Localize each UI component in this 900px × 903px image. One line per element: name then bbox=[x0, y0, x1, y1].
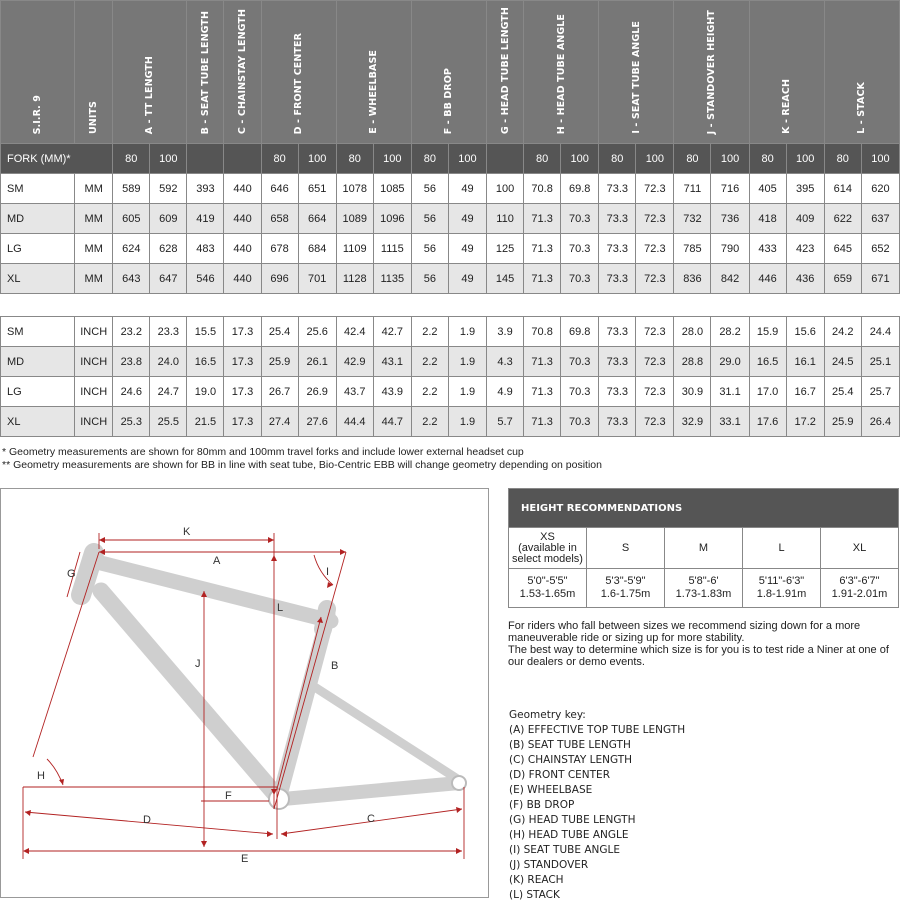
height-rec-range: 5'8"-6' 1.73-1.83m bbox=[665, 569, 743, 608]
height-rec-range: 5'3"-5'9" 1.6-1.75m bbox=[587, 569, 665, 608]
value-cell: 643 bbox=[113, 264, 150, 294]
label-c: C bbox=[367, 813, 375, 825]
value-cell: 1.9 bbox=[448, 407, 486, 437]
value-cell: 423 bbox=[786, 234, 824, 264]
value-cell: 70.3 bbox=[561, 204, 599, 234]
value-cell: 71.3 bbox=[524, 347, 561, 377]
value-cell: 1089 bbox=[336, 204, 373, 234]
value-cell: 23.3 bbox=[150, 317, 187, 347]
height-rec-size: L bbox=[743, 528, 821, 569]
table-row bbox=[1, 264, 900, 294]
value-cell: 70.3 bbox=[561, 234, 599, 264]
value-cell: 24.5 bbox=[824, 347, 861, 377]
value-cell: 72.3 bbox=[636, 347, 674, 377]
value-cell: 72.3 bbox=[636, 407, 674, 437]
table-row bbox=[1, 407, 900, 437]
footnote-bb: ** Geometry measurements are shown for BB in line with seat tube, Bio-Centric EBB will change geometry depending on position bbox=[2, 459, 602, 471]
value-cell: 1115 bbox=[373, 234, 411, 264]
value-cell: 44.4 bbox=[336, 407, 373, 437]
geometry-key-title: Geometry key: bbox=[509, 709, 586, 721]
value-cell: 25.1 bbox=[861, 347, 899, 377]
value-cell: 26.1 bbox=[298, 347, 336, 377]
value-cell: 16.7 bbox=[786, 377, 824, 407]
value-cell: 418 bbox=[749, 204, 786, 234]
value-cell: 17.3 bbox=[224, 377, 261, 407]
value-cell: 446 bbox=[749, 264, 786, 294]
value-cell: 393 bbox=[187, 174, 224, 204]
value-cell: 43.1 bbox=[373, 347, 411, 377]
value-cell: 4.3 bbox=[487, 347, 524, 377]
geometry-table bbox=[0, 0, 900, 437]
unit-cell: MM bbox=[75, 234, 113, 264]
value-cell: 15.5 bbox=[187, 317, 224, 347]
value-cell: 73.3 bbox=[599, 407, 636, 437]
value-cell: 73.3 bbox=[599, 234, 636, 264]
fork-row bbox=[1, 144, 900, 174]
value-cell: 73.3 bbox=[599, 317, 636, 347]
label-a: A bbox=[213, 555, 221, 567]
label-g: G bbox=[67, 568, 76, 580]
value-cell: 17.3 bbox=[224, 317, 261, 347]
fork-100: 100 bbox=[373, 144, 411, 174]
label-f: F bbox=[225, 790, 232, 802]
advice-test-ride: The best way to determine which size is for you is to test ride a Niner at one of our dealers or demo events. bbox=[508, 644, 889, 668]
header-units: UNITS bbox=[75, 1, 113, 144]
value-cell: 16.1 bbox=[786, 347, 824, 377]
unit-cell: MM bbox=[75, 204, 113, 234]
unit-cell: INCH bbox=[75, 317, 113, 347]
value-cell: 72.3 bbox=[636, 174, 674, 204]
value-cell: 17.2 bbox=[786, 407, 824, 437]
value-cell: 440 bbox=[224, 264, 261, 294]
value-cell: 27.6 bbox=[298, 407, 336, 437]
value-cell: 31.1 bbox=[711, 377, 749, 407]
value-cell: 42.7 bbox=[373, 317, 411, 347]
value-cell: 1109 bbox=[336, 234, 373, 264]
value-cell: 24.6 bbox=[113, 377, 150, 407]
value-cell: 609 bbox=[150, 204, 187, 234]
value-cell: 25.6 bbox=[298, 317, 336, 347]
advice-between-sizes: For riders who fall between sizes we recommend sizing down for a more maneuverable ride or sizing up for more stability. bbox=[508, 620, 861, 644]
value-cell: 27.4 bbox=[261, 407, 298, 437]
value-cell: 732 bbox=[674, 204, 711, 234]
label-j: J bbox=[195, 658, 201, 670]
value-cell: 70.8 bbox=[524, 317, 561, 347]
value-cell: 33.1 bbox=[711, 407, 749, 437]
value-cell: 17.3 bbox=[224, 407, 261, 437]
value-cell: 614 bbox=[824, 174, 861, 204]
value-cell: 26.4 bbox=[861, 407, 899, 437]
fork-100: 100 bbox=[786, 144, 824, 174]
header-col: D - FRONT CENTER bbox=[261, 1, 336, 144]
value-cell: 646 bbox=[261, 174, 298, 204]
size-cell: MD bbox=[1, 347, 75, 377]
size-cell: XL bbox=[1, 407, 75, 437]
value-cell: 440 bbox=[224, 204, 261, 234]
height-rec-title: HEIGHT RECOMMENDATIONS bbox=[509, 489, 899, 528]
height-rec-range: 5'0"-5'5" 1.53-1.65m bbox=[509, 569, 587, 608]
table-spacer bbox=[1, 294, 900, 317]
value-cell: 2.2 bbox=[411, 347, 448, 377]
seatstay bbox=[310, 684, 459, 780]
label-l: L bbox=[277, 602, 284, 614]
height-rec-range: 6'3"-6'7" 1.91-2.01m bbox=[821, 569, 899, 608]
key-item: (L) STACK bbox=[509, 889, 560, 901]
value-cell: 25.5 bbox=[150, 407, 187, 437]
table-row bbox=[1, 347, 900, 377]
value-cell: 684 bbox=[298, 234, 336, 264]
value-cell: 70.8 bbox=[524, 174, 561, 204]
value-cell: 73.3 bbox=[599, 264, 636, 294]
value-cell: 436 bbox=[786, 264, 824, 294]
footnote-fork: * Geometry measurements are shown for 80mm and 100mm travel forks and include lower external headset cup bbox=[2, 446, 524, 458]
value-cell: 69.8 bbox=[561, 174, 599, 204]
value-cell: 405 bbox=[749, 174, 786, 204]
value-cell: 637 bbox=[861, 204, 899, 234]
value-cell: 25.9 bbox=[824, 407, 861, 437]
value-cell: 56 bbox=[411, 234, 448, 264]
size-cell: SM bbox=[1, 174, 75, 204]
table-row bbox=[1, 317, 900, 347]
fork-80: 80 bbox=[336, 144, 373, 174]
fork-80: 80 bbox=[411, 144, 448, 174]
table-row bbox=[1, 377, 900, 407]
unit-cell: INCH bbox=[75, 407, 113, 437]
value-cell: 790 bbox=[711, 234, 749, 264]
fork-80: 80 bbox=[113, 144, 150, 174]
height-rec-size: XS (available in select models) bbox=[509, 528, 587, 569]
value-cell: 28.8 bbox=[674, 347, 711, 377]
header-col: A - TT LENGTH bbox=[113, 1, 187, 144]
table-row bbox=[1, 174, 900, 204]
value-cell: 25.9 bbox=[261, 347, 298, 377]
value-cell: 647 bbox=[150, 264, 187, 294]
value-cell: 43.9 bbox=[373, 377, 411, 407]
value-cell: 1128 bbox=[336, 264, 373, 294]
value-cell: 44.7 bbox=[373, 407, 411, 437]
value-cell: 16.5 bbox=[187, 347, 224, 377]
value-cell: 25.7 bbox=[861, 377, 899, 407]
value-cell: 15.9 bbox=[749, 317, 786, 347]
value-cell: 49 bbox=[448, 174, 486, 204]
value-cell: 395 bbox=[786, 174, 824, 204]
value-cell: 716 bbox=[711, 174, 749, 204]
key-item: (F) BB DROP bbox=[509, 799, 575, 811]
fork-100: 100 bbox=[711, 144, 749, 174]
value-cell: 2.2 bbox=[411, 317, 448, 347]
value-cell: 664 bbox=[298, 204, 336, 234]
header-col: B - SEAT TUBE LENGTH bbox=[187, 1, 224, 144]
value-cell: 622 bbox=[824, 204, 861, 234]
value-cell: 696 bbox=[261, 264, 298, 294]
value-cell: 71.3 bbox=[524, 264, 561, 294]
value-cell: 26.9 bbox=[298, 377, 336, 407]
key-item: (A) EFFECTIVE TOP TUBE LENGTH bbox=[509, 724, 686, 736]
value-cell: 659 bbox=[824, 264, 861, 294]
value-cell: 24.7 bbox=[150, 377, 187, 407]
value-cell: 433 bbox=[749, 234, 786, 264]
value-cell: 49 bbox=[448, 264, 486, 294]
value-cell: 21.5 bbox=[187, 407, 224, 437]
value-cell: 71.3 bbox=[524, 234, 561, 264]
key-item: (C) CHAINSTAY LENGTH bbox=[509, 754, 633, 766]
value-cell: 71.3 bbox=[524, 204, 561, 234]
unit-cell: MM bbox=[75, 264, 113, 294]
value-cell: 620 bbox=[861, 174, 899, 204]
label-h: H bbox=[37, 770, 45, 782]
value-cell: 70.3 bbox=[561, 264, 599, 294]
value-cell: 2.2 bbox=[411, 377, 448, 407]
value-cell: 28.2 bbox=[711, 317, 749, 347]
height-rec-size: XL bbox=[821, 528, 899, 569]
value-cell: 3.9 bbox=[487, 317, 524, 347]
value-cell: 1.9 bbox=[448, 347, 486, 377]
header-col: I - SEAT TUBE ANGLE bbox=[599, 1, 674, 144]
header-col: C - CHAINSTAY LENGTH bbox=[224, 1, 261, 144]
value-cell: 70.3 bbox=[561, 347, 599, 377]
value-cell: 23.8 bbox=[113, 347, 150, 377]
value-cell: 43.7 bbox=[336, 377, 373, 407]
value-cell: 70.3 bbox=[561, 407, 599, 437]
header-row bbox=[1, 1, 900, 144]
height-recommendations bbox=[508, 488, 899, 608]
value-cell: 49 bbox=[448, 204, 486, 234]
value-cell: 23.2 bbox=[113, 317, 150, 347]
label-k: K bbox=[183, 526, 191, 538]
table-row bbox=[1, 204, 900, 234]
size-cell: SM bbox=[1, 317, 75, 347]
value-cell: 711 bbox=[674, 174, 711, 204]
fork-80: 80 bbox=[674, 144, 711, 174]
fork-label: FORK (MM)* bbox=[1, 144, 113, 174]
fork-80: 80 bbox=[749, 144, 786, 174]
key-item: (E) WHEELBASE bbox=[509, 784, 593, 796]
value-cell: 701 bbox=[298, 264, 336, 294]
value-cell: 71.3 bbox=[524, 407, 561, 437]
value-cell: 4.9 bbox=[487, 377, 524, 407]
value-cell: 72.3 bbox=[636, 264, 674, 294]
value-cell: 16.5 bbox=[749, 347, 786, 377]
value-cell: 651 bbox=[298, 174, 336, 204]
label-b: B bbox=[331, 660, 339, 672]
fork-100: 100 bbox=[298, 144, 336, 174]
geometry-key bbox=[509, 708, 685, 903]
value-cell: 678 bbox=[261, 234, 298, 264]
header-col: K - REACH bbox=[749, 1, 824, 144]
value-cell: 24.4 bbox=[861, 317, 899, 347]
key-item: (I) SEAT TUBE ANGLE bbox=[509, 844, 620, 856]
value-cell: 56 bbox=[411, 204, 448, 234]
value-cell: 72.3 bbox=[636, 317, 674, 347]
fork-80: 80 bbox=[824, 144, 861, 174]
header-model: S.I.R. 9 bbox=[1, 1, 75, 144]
key-item: (H) HEAD TUBE ANGLE bbox=[509, 829, 629, 841]
table-row bbox=[1, 234, 900, 264]
value-cell: 652 bbox=[861, 234, 899, 264]
bike-frame bbox=[81, 553, 459, 799]
size-cell: LG bbox=[1, 377, 75, 407]
value-cell: 2.2 bbox=[411, 407, 448, 437]
value-cell: 110 bbox=[487, 204, 524, 234]
value-cell: 25.4 bbox=[824, 377, 861, 407]
value-cell: 605 bbox=[113, 204, 150, 234]
key-item: (J) STANDOVER bbox=[509, 859, 589, 871]
value-cell: 483 bbox=[187, 234, 224, 264]
value-cell: 25.4 bbox=[261, 317, 298, 347]
label-i: I bbox=[326, 566, 330, 578]
value-cell: 73.3 bbox=[599, 174, 636, 204]
value-cell: 785 bbox=[674, 234, 711, 264]
value-cell: 100 bbox=[487, 174, 524, 204]
value-cell: 1.9 bbox=[448, 317, 486, 347]
value-cell: 440 bbox=[224, 234, 261, 264]
key-item: (B) SEAT TUBE LENGTH bbox=[509, 739, 631, 751]
value-cell: 5.7 bbox=[487, 407, 524, 437]
value-cell: 592 bbox=[150, 174, 187, 204]
value-cell: 28.0 bbox=[674, 317, 711, 347]
value-cell: 72.3 bbox=[636, 234, 674, 264]
fork-100: 100 bbox=[150, 144, 187, 174]
value-cell: 842 bbox=[711, 264, 749, 294]
value-cell: 671 bbox=[861, 264, 899, 294]
value-cell: 19.0 bbox=[187, 377, 224, 407]
header-col: L - STACK bbox=[824, 1, 899, 144]
value-cell: 645 bbox=[824, 234, 861, 264]
value-cell: 71.3 bbox=[524, 377, 561, 407]
value-cell: 1.9 bbox=[448, 377, 486, 407]
frame-diagram-svg bbox=[1, 489, 490, 899]
size-cell: LG bbox=[1, 234, 75, 264]
value-cell: 145 bbox=[487, 264, 524, 294]
header-col: H - HEAD TUBE ANGLE bbox=[524, 1, 599, 144]
chainstay bbox=[283, 783, 459, 799]
label-e: E bbox=[241, 853, 249, 865]
value-cell: 73.3 bbox=[599, 377, 636, 407]
value-cell: 409 bbox=[786, 204, 824, 234]
header-col: F - BB DROP bbox=[411, 1, 486, 144]
value-cell: 419 bbox=[187, 204, 224, 234]
unit-cell: INCH bbox=[75, 377, 113, 407]
value-cell: 69.8 bbox=[561, 317, 599, 347]
value-cell: 42.9 bbox=[336, 347, 373, 377]
value-cell: 546 bbox=[187, 264, 224, 294]
fork-100: 100 bbox=[448, 144, 486, 174]
value-cell: 17.3 bbox=[224, 347, 261, 377]
value-cell: 17.6 bbox=[749, 407, 786, 437]
value-cell: 30.9 bbox=[674, 377, 711, 407]
footnotes bbox=[2, 446, 602, 472]
unit-cell: INCH bbox=[75, 347, 113, 377]
fork-80: 80 bbox=[524, 144, 561, 174]
value-cell: 26.7 bbox=[261, 377, 298, 407]
key-item: (K) REACH bbox=[509, 874, 564, 886]
dimension-lines bbox=[23, 533, 464, 859]
value-cell: 70.3 bbox=[561, 377, 599, 407]
frame-diagram bbox=[0, 488, 489, 898]
height-rec-size: S bbox=[587, 528, 665, 569]
value-cell: 49 bbox=[448, 234, 486, 264]
value-cell: 73.3 bbox=[599, 204, 636, 234]
fork-100: 100 bbox=[861, 144, 899, 174]
value-cell: 125 bbox=[487, 234, 524, 264]
value-cell: 25.3 bbox=[113, 407, 150, 437]
down-tube bbox=[101, 591, 276, 795]
unit-cell: MM bbox=[75, 174, 113, 204]
value-cell: 73.3 bbox=[599, 347, 636, 377]
value-cell: 1096 bbox=[373, 204, 411, 234]
value-cell: 440 bbox=[224, 174, 261, 204]
value-cell: 32.9 bbox=[674, 407, 711, 437]
value-cell: 15.6 bbox=[786, 317, 824, 347]
header-col: J - STANDOVER HEIGHT bbox=[674, 1, 749, 144]
value-cell: 836 bbox=[674, 264, 711, 294]
value-cell: 624 bbox=[113, 234, 150, 264]
value-cell: 1085 bbox=[373, 174, 411, 204]
size-cell: XL bbox=[1, 264, 75, 294]
value-cell: 736 bbox=[711, 204, 749, 234]
value-cell: 589 bbox=[113, 174, 150, 204]
height-rec-range: 5'11"-6'3" 1.8-1.91m bbox=[743, 569, 821, 608]
value-cell: 72.3 bbox=[636, 204, 674, 234]
value-cell: 42.4 bbox=[336, 317, 373, 347]
fork-80: 80 bbox=[261, 144, 298, 174]
fork-100: 100 bbox=[561, 144, 599, 174]
key-item: (G) HEAD TUBE LENGTH bbox=[509, 814, 636, 826]
fork-100: 100 bbox=[636, 144, 674, 174]
header-col: G - HEAD TUBE LENGTH bbox=[487, 1, 524, 144]
value-cell: 628 bbox=[150, 234, 187, 264]
value-cell: 56 bbox=[411, 264, 448, 294]
value-cell: 1135 bbox=[373, 264, 411, 294]
height-rec-size: M bbox=[665, 528, 743, 569]
value-cell: 56 bbox=[411, 174, 448, 204]
sizing-advice bbox=[508, 620, 900, 668]
value-cell: 29.0 bbox=[711, 347, 749, 377]
fork-80: 80 bbox=[599, 144, 636, 174]
size-cell: MD bbox=[1, 204, 75, 234]
header-col: E - WHEELBASE bbox=[336, 1, 411, 144]
value-cell: 658 bbox=[261, 204, 298, 234]
value-cell: 24.2 bbox=[824, 317, 861, 347]
value-cell: 17.0 bbox=[749, 377, 786, 407]
value-cell: 1078 bbox=[336, 174, 373, 204]
label-d: D bbox=[143, 814, 151, 826]
key-item: (D) FRONT CENTER bbox=[509, 769, 610, 781]
value-cell: 24.0 bbox=[150, 347, 187, 377]
value-cell: 72.3 bbox=[636, 377, 674, 407]
